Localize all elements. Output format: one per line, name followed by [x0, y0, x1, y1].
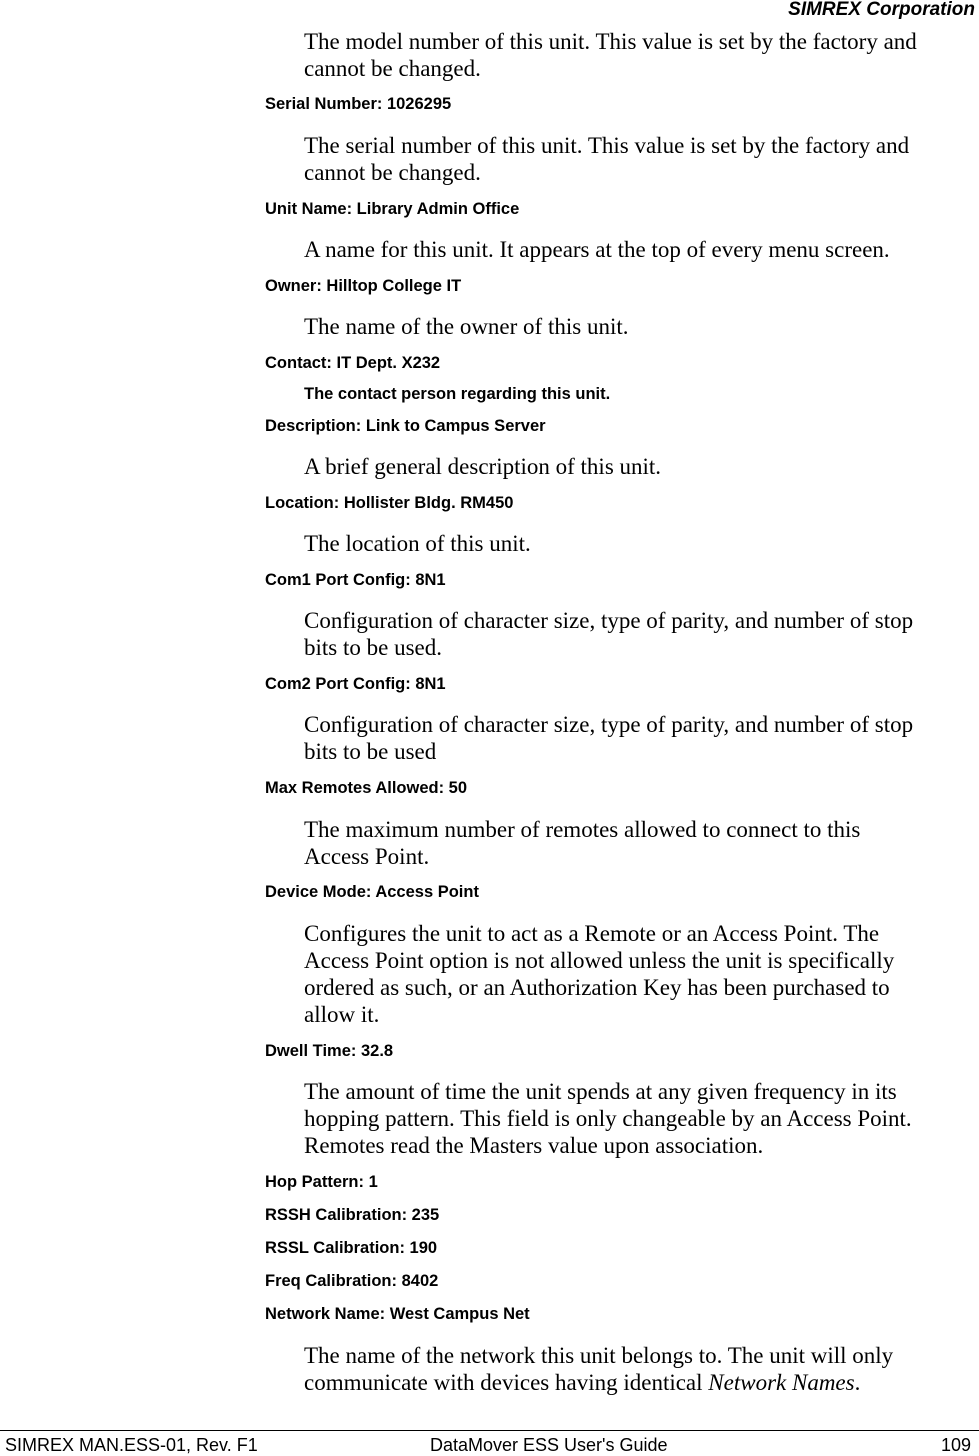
header-company: SIMREX Corporation — [788, 0, 975, 20]
owner-label: Owner: Hilltop College IT — [265, 277, 462, 295]
max-remotes-desc-line-2: Access Point. — [304, 844, 430, 869]
footer-doc-id: SIMREX MAN.ESS-01, Rev. F1 — [5, 1435, 258, 1455]
rssl-calibration-label: RSSL Calibration: 190 — [265, 1239, 438, 1257]
com2-desc-line-1: Configuration of character size, type of parity, and number of stop — [304, 712, 914, 737]
model-desc-line-1: The model number of this unit. This value is set by the factory and — [304, 29, 917, 54]
unit-name-desc: A name for this unit. It appears at the top of every menu screen. — [304, 237, 890, 262]
serial-desc-line-2: cannot be changed. — [304, 160, 481, 185]
network-name-label: Network Name: West Campus Net — [265, 1305, 530, 1323]
network-names-emphasis: Network Names — [708, 1370, 855, 1395]
dwell-desc-line-3: Remotes read the Masters value upon association. — [304, 1133, 764, 1158]
serial-number-label: Serial Number: 1026295 — [265, 95, 452, 113]
device-mode-desc-line-3: ordered as such, or an Authorization Key has been purchased to — [304, 975, 890, 1000]
contact-label: Contact: IT Dept. X232 — [265, 354, 441, 372]
dwell-desc-line-2: hopping pattern. This field is only changeable by an Access Point. — [304, 1106, 912, 1131]
device-mode-desc-line-2: Access Point option is not allowed unless the unit is specifically — [304, 948, 895, 973]
device-mode-desc-line-1: Configures the unit to act as a Remote or an Access Point. The — [304, 921, 880, 946]
device-mode-desc-line-4: allow it. — [304, 1002, 380, 1027]
description-desc: A brief general description of this unit. — [304, 454, 662, 479]
com1-desc-line-2: bits to be used. — [304, 635, 442, 660]
serial-desc-line-1: The serial number of this unit. This value is set by the factory and — [304, 133, 910, 158]
dwell-desc-line-1: The amount of time the unit spends at any given frequency in its — [304, 1079, 897, 1104]
com2-port-config-label: Com2 Port Config: 8N1 — [265, 675, 446, 693]
contact-desc: The contact person regarding this unit. — [304, 385, 611, 403]
footer-guide-title: DataMover ESS User's Guide — [430, 1435, 668, 1455]
rssh-calibration-label: RSSH Calibration: 235 — [265, 1206, 440, 1224]
com1-desc-line-1: Configuration of character size, type of parity, and number of stop — [304, 608, 914, 633]
location-label: Location: Hollister Bldg. RM450 — [265, 494, 514, 512]
max-remotes-label: Max Remotes Allowed: 50 — [265, 779, 468, 797]
com1-port-config-label: Com1 Port Config: 8N1 — [265, 571, 446, 589]
network-desc-text: communicate with devices having identical — [304, 1370, 709, 1395]
com2-desc-line-2: bits to be used — [304, 739, 437, 764]
device-mode-label: Device Mode: Access Point — [265, 883, 479, 901]
hop-pattern-label: Hop Pattern: 1 — [265, 1173, 378, 1191]
freq-calibration-label: Freq Calibration: 8402 — [265, 1272, 439, 1290]
dwell-time-label: Dwell Time: 32.8 — [265, 1042, 394, 1060]
footer-page-number: 109 — [940, 1435, 971, 1455]
footer-divider — [0, 1430, 979, 1431]
network-desc-line-1: The name of the network this unit belongs to. The unit will only — [304, 1343, 894, 1368]
unit-name-label: Unit Name: Library Admin Office — [265, 200, 520, 218]
location-desc: The location of this unit. — [304, 531, 531, 556]
network-desc-line-2 — [304, 1369, 860, 1396]
description-label: Description: Link to Campus Server — [265, 417, 546, 435]
network-desc-period: . — [854, 1370, 861, 1395]
owner-desc: The name of the owner of this unit. — [304, 314, 629, 339]
max-remotes-desc-line-1: The maximum number of remotes allowed to connect to this — [304, 817, 861, 842]
model-desc-line-2: cannot be changed. — [304, 56, 481, 81]
